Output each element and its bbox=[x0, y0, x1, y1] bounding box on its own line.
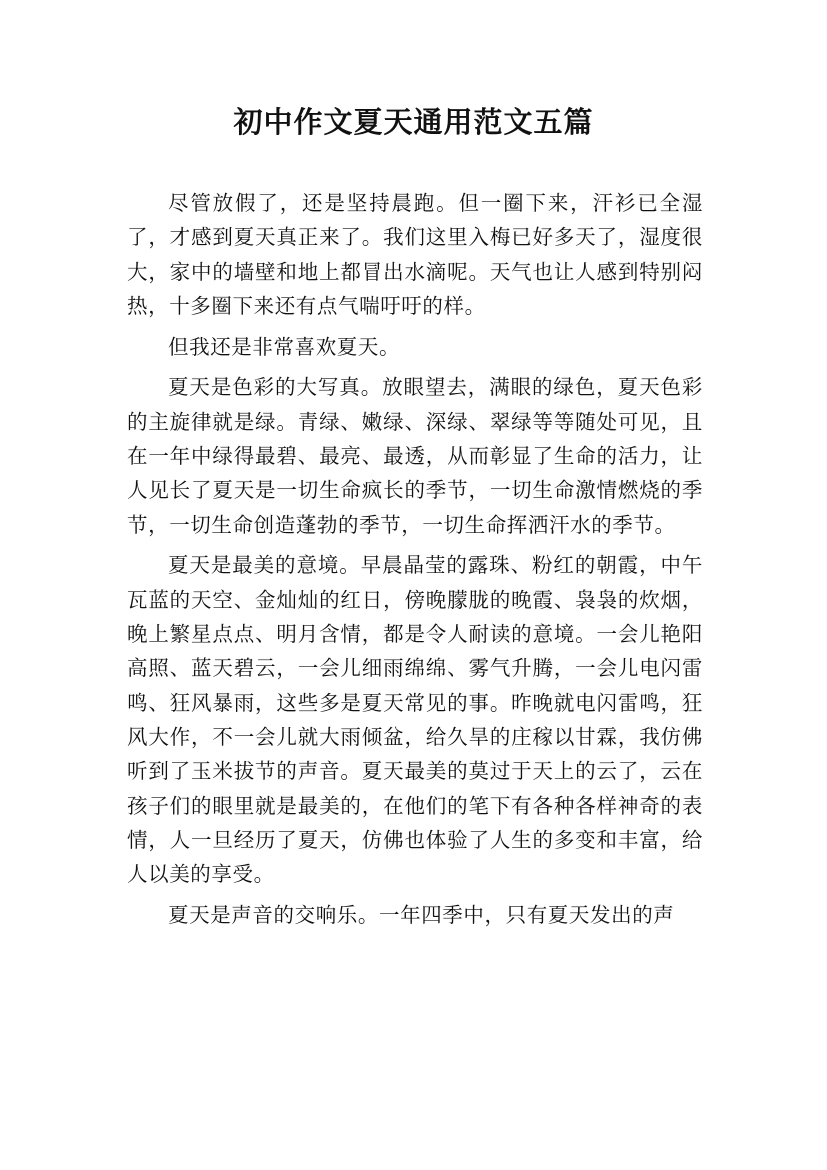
document-title: 初中作文夏天通用范文五篇 bbox=[233, 105, 594, 139]
paragraph: 但我还是非常喜欢夏天。 bbox=[168, 334, 401, 359]
paragraph: 夏天是最美的意境。早晨晶莹的露珠、粉红的朝霞，中午瓦蓝的天空、金灿灿的红日，傍晚朦胧的晚霞、袅袅的炊烟，晚上繁星点点、明月含情，都是令人耐读的意境。一会儿艳阳高照、蓝天碧云，一会儿细雨绵绵、雾气升腾，一会儿电闪雷鸣、狂风暴雨，这些多是夏天常见的事。昨晚就电闪雷鸣，狂风大作，不一会儿就大雨倾盆，给久旱的庄稼以甘霖，我仿佛听到了玉米拔节的声音。夏天最美的莫过于天上的云了，云在孩子们的眼里就是最美的，在他们的笔下有各种各样神奇的表情，人一旦经历了夏天，仿佛也体验了人生的多变和丰富，给人以美的享受。 bbox=[127, 553, 703, 887]
paragraph: 夏天是声音的交响乐。一年四季中，只有夏天发出的声 bbox=[168, 902, 675, 927]
document-body bbox=[127, 186, 703, 939]
paragraph: 尽管放假了，还是坚持晨跑。但一圈下来，汗衫已全湿了，才感到夏天真正来了。我们这里入梅已好多天了，湿度很大，家中的墙壁和地上都冒出水滴呢。天气也让人感到特别闷热，十多圈下来还有点气喘吁吁的样。 bbox=[127, 191, 703, 318]
paragraph: 夏天是色彩的大写真。放眼望去，满眼的绿色，夏天色彩的主旋律就是绿。青绿、嫩绿、深绿、翠绿等等随处可见，且在一年中绿得最碧、最亮、最透，从而彰显了生命的活力，让人见长了夏天是一切生命疯长的季节，一切生命激情燃烧的季节，一切生命创造蓬勃的季节，一切生命挥洒汗水的季节。 bbox=[127, 375, 703, 537]
